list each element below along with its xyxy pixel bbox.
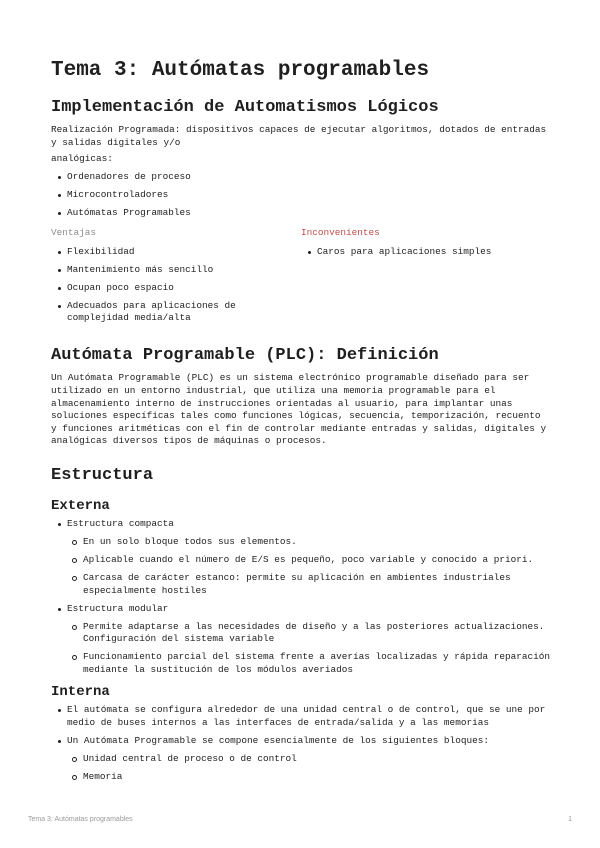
list-item: Unidad central de proceso o de control xyxy=(51,753,551,766)
ventajas-title: Ventajas xyxy=(51,227,97,239)
list-item: Carcasa de carácter estanco: permite su aplicación en ambientes industriales especialmente hostiles xyxy=(51,572,551,597)
list-item: Permite adaptarse a las necesidades de diseño y a las posteriores actualizaciones. Configuración del sistema variable xyxy=(51,621,551,646)
subsection-heading-interna: Interna xyxy=(51,684,110,701)
subsection-heading-externa: Externa xyxy=(51,498,110,515)
list-item: Funcionamiento parcial del sistema frente a averías localizadas y rápida reparación mediante la sustitución de los módulos averiados xyxy=(51,651,551,676)
page-footer xyxy=(28,816,572,828)
list-item: Microcontroladores xyxy=(51,189,551,202)
document-title: Tema 3: Autómatas programables xyxy=(51,59,430,82)
list-item: Un Autómata Programable se compone esencialmente de los siguientes bloques: xyxy=(51,735,551,748)
list-item: Mantenimiento más sencillo xyxy=(51,264,301,277)
interna-list xyxy=(51,704,551,783)
definition-paragraph: Un Autómata Programable (PLC) es un sistema electrónico programable diseñado para ser utilizado en un entorno industrial, que utiliza una memoria programable para el almacenamiento interno de instrucciones orientadas al usuario, para implantar unas soluciones específicas tales como funciones lógicas, secuencia, temporización, recuento y funciones aritméticas con el fin de controlar mediante entradas y salidas, digitales y analógicas diversos tipos de máquinas o procesos. xyxy=(51,372,547,447)
list-item: Flexibilidad xyxy=(51,246,301,259)
page-number: 1 xyxy=(568,816,572,823)
section-heading-definicion: Autómata Programable (PLC): Definición xyxy=(51,346,439,366)
list-item: Ocupan poco espacio xyxy=(51,282,301,295)
list-item: Ordenadores de proceso xyxy=(51,171,551,184)
ventajas-column xyxy=(51,227,301,330)
list-item: El autómata se configura alrededor de una unidad central o de control, que se une por medio de buses internos a las interfaces de entrada/salida y a las memorias xyxy=(51,704,551,729)
inconvenientes-title: Inconvenientes xyxy=(301,227,380,239)
externa-list xyxy=(51,518,551,676)
document-page xyxy=(51,56,551,789)
intro-line-1: Realización Programada: dispositivos capaces de ejecutar algoritmos, dotados de entradas y salidas digitales y/o xyxy=(51,124,547,148)
section-heading-estructura: Estructura xyxy=(51,466,154,486)
list-item: Aplicable cuando el número de E/S es pequeño, poco variable y conocido a priori. xyxy=(51,554,551,567)
list-item: Caros para aplicaciones simples xyxy=(301,246,551,259)
list-item: Autómatas Programables xyxy=(51,207,551,220)
list-item: Memoria xyxy=(51,771,551,784)
footer-title: Tema 3: Autómatas programables xyxy=(28,816,133,823)
pros-cons-columns xyxy=(51,227,551,330)
list-item: Adecuados para aplicaciones de complejidad media/alta xyxy=(51,300,301,325)
inconvenientes-column xyxy=(301,227,551,330)
list-item: Estructura modular xyxy=(51,603,551,616)
section-heading-implementacion: Implementación de Automatismos Lógicos xyxy=(51,98,439,117)
device-list xyxy=(51,171,551,220)
list-item: En un solo bloque todos sus elementos. xyxy=(51,536,551,549)
list-item: Estructura compacta xyxy=(51,518,551,531)
intro-line-2: analógicas: xyxy=(51,153,113,165)
